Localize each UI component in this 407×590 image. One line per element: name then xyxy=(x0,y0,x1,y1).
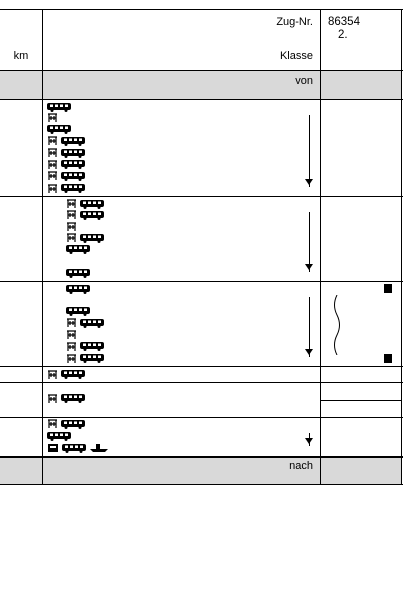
station-name[interactable] xyxy=(44,171,85,183)
von-row xyxy=(0,71,403,100)
station-name[interactable] xyxy=(63,318,104,330)
table-row xyxy=(0,198,403,210)
bus-icon xyxy=(80,200,104,209)
ship-icon xyxy=(89,443,109,453)
table-row xyxy=(0,148,403,160)
train-badge-icon xyxy=(384,354,392,363)
station-service-icon xyxy=(66,330,77,340)
time-value xyxy=(322,283,398,295)
station-service-icon xyxy=(66,342,77,352)
table-row xyxy=(0,295,403,307)
station-service-icon xyxy=(66,318,77,328)
bus-icon xyxy=(66,285,90,294)
direction-arrow xyxy=(309,297,310,357)
bus-icon xyxy=(80,319,104,328)
zug-nr-label: Zug-Nr. xyxy=(276,16,313,28)
station-name[interactable] xyxy=(63,341,104,353)
bus-icon xyxy=(66,307,90,316)
station-service-icon xyxy=(66,222,77,232)
station-name[interactable] xyxy=(63,307,90,319)
bus-icon xyxy=(80,342,104,351)
bus-icon xyxy=(80,354,104,363)
bus-icon xyxy=(61,149,85,158)
timetable-section xyxy=(0,100,403,197)
timetable-header xyxy=(0,10,403,71)
station-service-icon xyxy=(47,171,58,181)
table-row xyxy=(0,353,403,365)
station-service-icon xyxy=(66,233,77,243)
station-name[interactable] xyxy=(44,102,71,114)
station-name[interactable] xyxy=(63,353,104,365)
train-class: 2. xyxy=(338,29,348,41)
bus-icon xyxy=(61,184,85,193)
station-name[interactable] xyxy=(44,431,71,443)
station-name[interactable] xyxy=(44,442,109,454)
table-row xyxy=(0,393,403,405)
station-name[interactable] xyxy=(63,233,104,245)
station-service-icon xyxy=(47,136,58,146)
table-row xyxy=(0,113,403,125)
table-row xyxy=(0,283,403,295)
table-row xyxy=(0,318,403,330)
table-row xyxy=(0,171,403,183)
direction-arrow xyxy=(309,212,310,272)
bus-icon xyxy=(47,432,71,441)
table-row xyxy=(0,431,403,443)
bus-icon xyxy=(66,245,90,254)
station-name[interactable] xyxy=(44,369,85,381)
station-name[interactable] xyxy=(63,268,90,280)
station-service-icon xyxy=(47,394,58,404)
bus-icon xyxy=(61,172,85,181)
train-number: 86354 xyxy=(328,16,360,28)
station-name[interactable] xyxy=(63,198,104,210)
station-name[interactable] xyxy=(63,245,90,257)
table-row xyxy=(0,256,403,268)
nach-row xyxy=(0,457,403,485)
table-row xyxy=(0,268,403,280)
station-service-icon xyxy=(47,148,58,158)
km-label: km xyxy=(13,50,29,62)
table-row xyxy=(0,419,403,431)
table-row xyxy=(0,210,403,222)
timetable xyxy=(0,9,403,485)
bus-icon xyxy=(61,370,85,379)
table-row xyxy=(0,233,403,245)
timetable-section xyxy=(0,418,403,457)
bus-icon xyxy=(66,269,90,278)
station-name[interactable] xyxy=(44,148,85,160)
station-service-icon xyxy=(47,370,58,380)
table-row xyxy=(0,369,403,381)
bus-icon xyxy=(61,137,85,146)
table-row xyxy=(0,160,403,172)
bus-icon xyxy=(62,444,86,453)
arrowhead-icon xyxy=(305,179,313,185)
bus-icon xyxy=(61,160,85,169)
table-row xyxy=(0,330,403,342)
station-name[interactable] xyxy=(44,160,85,172)
stop-on-demand-icon xyxy=(332,295,342,360)
station-name[interactable] xyxy=(63,210,104,222)
station-name[interactable] xyxy=(44,113,58,125)
direction-arrow xyxy=(309,115,310,187)
station-service-icon xyxy=(47,419,58,429)
timetable-section xyxy=(0,383,403,418)
arrowhead-icon xyxy=(305,438,313,444)
timetable-section xyxy=(0,367,403,383)
timetable-section xyxy=(0,282,403,367)
station-name[interactable] xyxy=(44,183,85,195)
nach-label: nach xyxy=(289,459,313,472)
bus-icon xyxy=(61,420,85,429)
station-name[interactable] xyxy=(44,125,71,137)
table-row xyxy=(0,136,403,148)
station-service-icon xyxy=(66,354,77,364)
table-row xyxy=(0,442,403,454)
arrowhead-icon xyxy=(305,264,313,270)
bus-icon xyxy=(80,234,104,243)
station-name[interactable] xyxy=(63,330,77,342)
bus-icon xyxy=(47,125,71,134)
station-name[interactable] xyxy=(44,393,85,405)
bus-icon xyxy=(80,211,104,220)
station-name[interactable] xyxy=(44,419,85,431)
station-name[interactable] xyxy=(44,136,85,148)
table-row xyxy=(0,245,403,257)
station-service-icon xyxy=(66,199,77,209)
table-row xyxy=(0,221,403,233)
bus-icon xyxy=(61,394,85,403)
station-name[interactable] xyxy=(63,283,90,295)
timetable-section xyxy=(0,197,403,282)
table-row xyxy=(0,341,403,353)
arrowhead-icon xyxy=(305,349,313,355)
von-label: von xyxy=(295,75,313,87)
tram-icon xyxy=(47,443,59,453)
table-row xyxy=(0,183,403,195)
station-service-icon xyxy=(47,113,58,123)
station-name[interactable] xyxy=(63,221,77,233)
station-service-icon xyxy=(47,184,58,194)
train-badge-icon xyxy=(384,284,392,293)
station-service-icon xyxy=(47,160,58,170)
table-row xyxy=(0,307,403,319)
table-row xyxy=(0,102,403,114)
table-row xyxy=(0,125,403,137)
station-service-icon xyxy=(66,210,77,220)
klasse-label: Klasse xyxy=(279,50,313,62)
bus-icon xyxy=(47,103,71,112)
